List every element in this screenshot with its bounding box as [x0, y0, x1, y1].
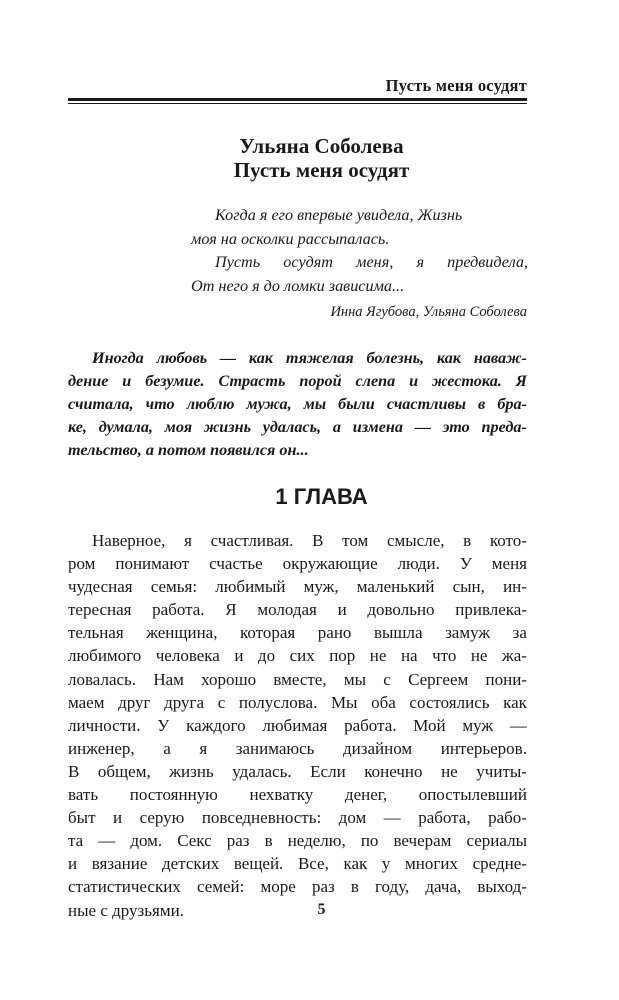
body-line: тельная женщина, которая рано вышла замуж за [68, 623, 527, 643]
body-line: быт и серую повседневность: дом — работа, рабо- [68, 808, 527, 828]
epigraph-attribution: Инна Ягубова, Ульяна Соболева [330, 304, 527, 320]
body-line: чудесная семья: любимый муж, маленький сын, ин- [68, 577, 527, 597]
body-line: личности. У каждого любимая работа. Мой муж — [68, 715, 527, 735]
epigraph [191, 204, 528, 298]
body-line: инженер, а я занимаюсь дизайном интерьеров. [68, 738, 527, 758]
blurb-line: Иногда любовь — как тяжелая болезнь, как наваж- [92, 349, 527, 367]
chapter-body [68, 529, 527, 922]
body-line: любимого человека и до сих пор не на что не жа- [68, 646, 527, 666]
body-line: маем друг друга с полуслова. Мы оба состоялись как [68, 692, 527, 712]
epigraph-line: моя на осколки рассыпалась. [191, 229, 390, 248]
body-line: В общем, жизнь удалась. Если конечно не учиты- [68, 761, 527, 781]
blurb-line: дение и безумие. Страсть порой слепа и жестока. Я [68, 372, 527, 390]
blurb-line: тельство, а потом появился он... [68, 441, 309, 459]
epigraph-line: Пусть осудят меня, я предвидела, [215, 253, 528, 271]
blurb-line: ке, думала, моя жизнь удалась, а измена — это преда- [68, 418, 527, 436]
page-number: 5 [317, 901, 326, 918]
author-name: Ульяна Соболева [239, 134, 404, 158]
body-line: тересная работа. Я молодая и довольно привлека- [68, 600, 527, 620]
book-title: Пусть меня осудят [233, 158, 410, 182]
body-line: вать постоянную нехватку денег, опостылевший [68, 785, 527, 805]
epigraph-line: От него я до ломки зависима... [191, 276, 405, 295]
body-line: ром понимают счастье окружающие люди. У меня [68, 554, 527, 574]
body-line: ловалась. Нам хорошо вместе, мы с Сергеем пони- [68, 669, 527, 689]
body-line: и вязание детских вещей. Все, как у многих средне- [68, 854, 527, 874]
blurb [68, 347, 527, 462]
chapter-heading: 1 ГЛАВА [275, 484, 368, 509]
body-line: статистических семей: море раз в году, дача, выход- [68, 877, 527, 897]
header-rule-thick [68, 98, 527, 101]
header-rule-thin [68, 103, 527, 104]
book-title-block [0, 134, 619, 182]
body-line: Наверное, я счастливая. В том смысле, в кото- [92, 531, 527, 550]
body-line: ные с друзьями. [68, 900, 184, 920]
epigraph-line: Когда я его впервые увидела, Жизнь [215, 206, 463, 224]
running-head: Пусть меня осудят [385, 76, 527, 95]
body-line: та — дом. Секс раз в неделю, по вечерам сериалы [68, 831, 527, 851]
blurb-line: считала, что люблю мужа, мы были счастливы в бра- [68, 395, 527, 413]
